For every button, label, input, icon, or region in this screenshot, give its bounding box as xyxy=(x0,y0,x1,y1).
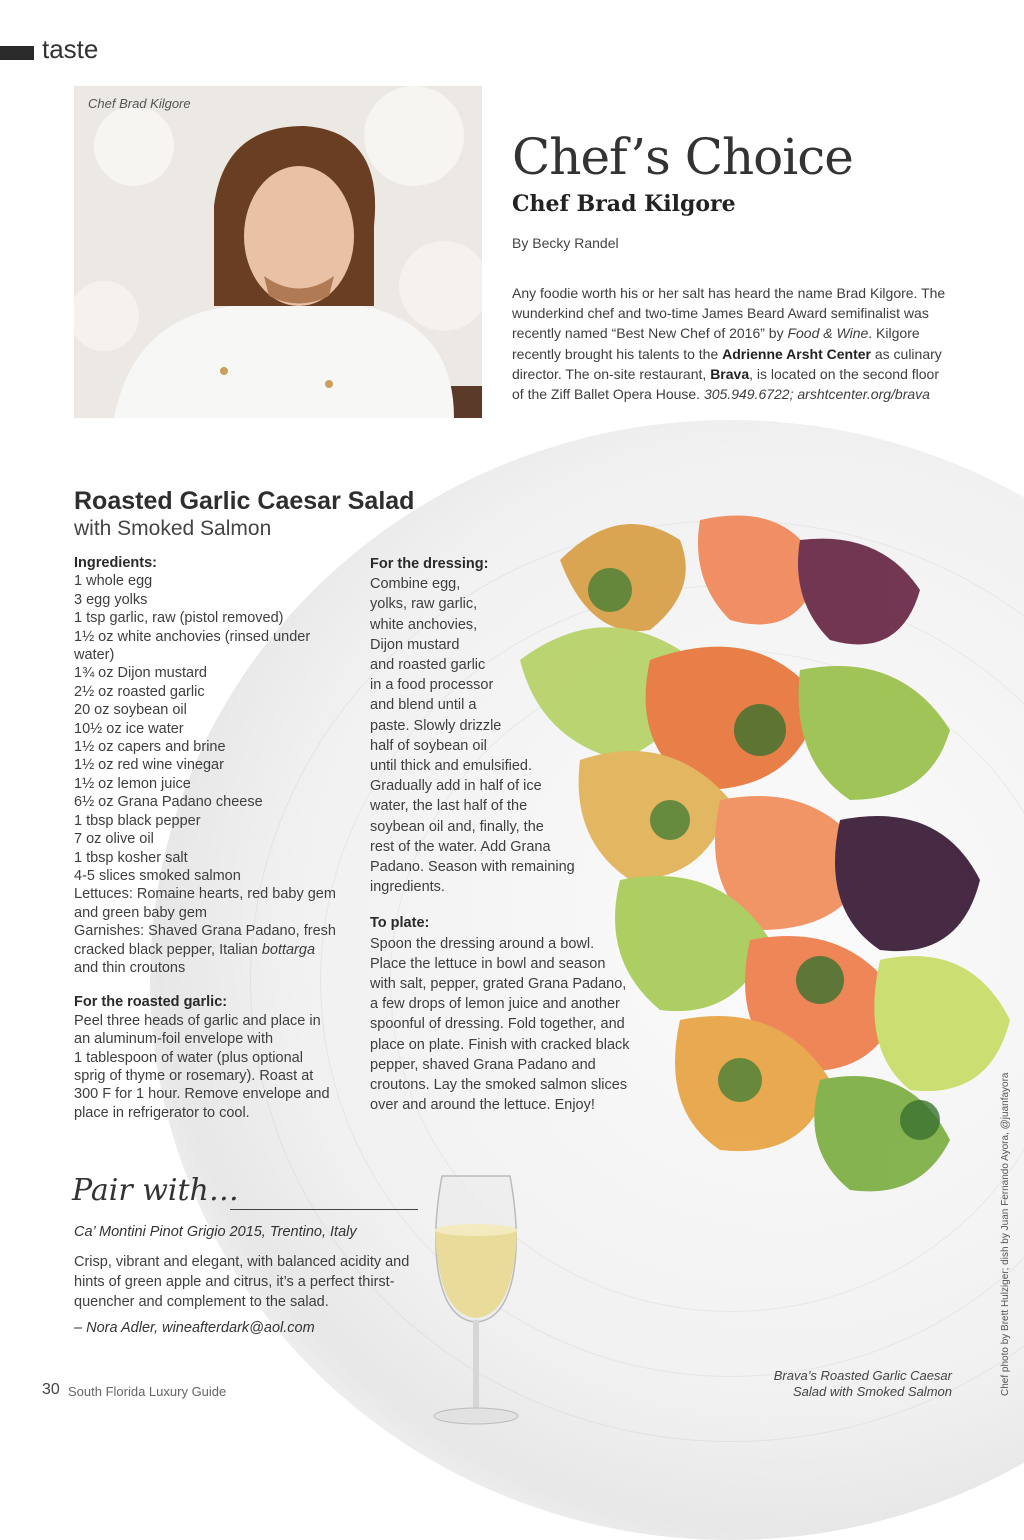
ingredient-item: Garnishes: Shaved Grana Padano, fresh xyxy=(74,923,336,940)
page-number: 30 xyxy=(42,1381,60,1398)
roasted-garlic-line: an aluminum-foil envelope with xyxy=(74,1031,274,1048)
roasted-garlic-line: sprig of thyme or rosemary). Roast at xyxy=(74,1067,314,1084)
dressing-line: Combine egg, xyxy=(370,576,461,593)
ingredient-item: 1 tbsp kosher salt xyxy=(74,849,188,866)
intro-magazine: Food & Wine xyxy=(787,325,869,342)
ingredient-item: and green baby gem xyxy=(74,904,208,921)
plate-line: a few drops of lemon juice and another xyxy=(370,996,620,1013)
intro-text: as culinary director. The on-site restaurant, xyxy=(512,345,942,382)
pairing-divider xyxy=(230,1209,418,1210)
ingredients-heading: Ingredients: xyxy=(74,555,157,571)
intro-text: . Kilgore recently brought his talents to the xyxy=(512,325,920,362)
ingredient-item: 10½ oz ice water xyxy=(74,720,184,737)
ingredient-item: 1 tbsp black pepper xyxy=(74,812,201,829)
ingredient-item: 7 oz olive oil xyxy=(74,831,154,848)
ingredient-item: 1½ oz capers and brine xyxy=(74,739,226,756)
ingredient-item: and thin croutons xyxy=(74,959,186,976)
ingredient-item: 1½ oz lemon juice xyxy=(74,775,191,792)
dressing-line: soybean oil and, finally, the xyxy=(370,818,544,835)
wine-name: Ca’ Montini Pinot Grigio 2015, Trentino, Italy xyxy=(74,1224,357,1240)
dish-caption-line: Salad with Smoked Salmon xyxy=(793,1384,952,1399)
plate-line: with salt, pepper, grated Grana Padano, xyxy=(370,976,627,993)
byline: By Becky Randel xyxy=(512,235,619,251)
roasted-garlic-line: 1 tablespoon of water (plus optional xyxy=(74,1049,303,1066)
section-label: taste xyxy=(42,34,99,64)
publication-name: South Florida Luxury Guide xyxy=(68,1384,227,1399)
plate-line: pepper, shaved Grana Padano and xyxy=(370,1056,596,1073)
wine-description: Crisp, vibrant and elegant, with balanced acidity and hints of green apple and citrus, it’s a perfect thirst-quencher and complement to the salad. xyxy=(74,1254,410,1311)
dressing-heading: For the dressing: xyxy=(370,556,489,572)
wine-credit: – Nora Adler, wineafterdark@aol.com xyxy=(74,1320,315,1336)
dish-caption-line: Brava’s Roasted Garlic Caesar xyxy=(773,1368,952,1383)
article-title: Chef’s Choice xyxy=(512,128,853,186)
dressing-line: until thick and emulsified. xyxy=(370,758,532,775)
contact-link[interactable]: 305.949.6722; arshtcenter.org/brava xyxy=(703,386,930,403)
plate-line: place on plate. Finish with cracked black xyxy=(370,1036,630,1053)
dressing-line: yolks, raw garlic, xyxy=(370,596,478,613)
dressing-line: and roasted garlic xyxy=(370,657,486,674)
roasted-garlic-line: 300 F for 1 hour. Remove envelope and xyxy=(74,1086,330,1103)
ingredient-italic: bottarga xyxy=(261,941,316,958)
ingredients-column xyxy=(74,554,364,1122)
dressing-line: and blend until a xyxy=(370,697,477,714)
intro-paragraph xyxy=(512,283,952,404)
ingredient-item: 2½ oz roasted garlic xyxy=(74,683,205,700)
plate-line: over and around the lettuce. Enjoy! xyxy=(370,1097,595,1114)
dressing-line: in a food processor xyxy=(370,677,494,694)
dressing-line: ingredients. xyxy=(370,879,445,896)
intro-text: , is located on the second floor of the Ziff Ballet Opera House. xyxy=(512,365,940,403)
recipe-title: Roasted Garlic Caesar Salad xyxy=(74,487,415,515)
dressing-line: Dijon mustard xyxy=(370,636,460,653)
ingredient-item: 6½ oz Grana Padano cheese xyxy=(74,794,263,811)
roasted-garlic-line: Peel three heads of garlic and place in xyxy=(74,1012,321,1029)
roasted-garlic-line: place in refrigerator to cool. xyxy=(74,1104,250,1121)
dressing-line: Padano. Season with remaining xyxy=(370,859,575,876)
ingredient-item: 1½ oz red wine vinegar xyxy=(74,757,224,774)
intro-venue: Adrienne Arsht Center xyxy=(722,345,871,362)
ingredient-item: 1½ oz white anchovies (rinsed under xyxy=(74,628,311,645)
chef-photo xyxy=(74,86,482,418)
plate-line: croutons. Lay the smoked salmon slices xyxy=(370,1077,628,1094)
intro-text: Any foodie worth his or her salt has heard the name Brad Kilgore. The wunderkind chef and two-time James Beard Award semifinalist was recently named “Best New Chef of 2016” by xyxy=(512,285,946,342)
ingredient-text: cracked black pepper, Italian xyxy=(74,941,262,958)
dressing-line: water, the last half of the xyxy=(370,798,528,815)
chef-photo-caption: Chef Brad Kilgore xyxy=(88,96,191,111)
section-marker xyxy=(0,46,34,60)
plate-line: Spoon the dressing around a bowl. xyxy=(370,935,595,952)
wine-glass-icon xyxy=(424,1170,528,1428)
dressing-line: half of soybean oil xyxy=(370,737,487,754)
ingredient-item: 1 whole egg xyxy=(74,573,153,590)
dish-caption xyxy=(732,1368,952,1400)
photo-credit: Chef photo by Brett Hulziger; dish by Juan Fernando Ayora, @juanfayora xyxy=(1000,1072,1011,1396)
article-subtitle: Chef Brad Kilgore xyxy=(512,191,736,217)
ingredient-item: 1 tsp garlic, raw (pistol removed) xyxy=(74,610,284,627)
method-column xyxy=(370,554,650,1115)
ingredient-item: 20 oz soybean oil xyxy=(74,702,187,719)
ingredient-item: Lettuces: Romaine hearts, red baby gem xyxy=(74,886,336,903)
dressing-line: Gradually add in half of ice xyxy=(370,778,542,795)
dressing-line: paste. Slowly drizzle xyxy=(370,717,502,734)
ingredient-item: water) xyxy=(74,647,115,664)
to-plate-heading: To plate: xyxy=(370,915,430,932)
plate-line: Place the lettuce in bowl and season xyxy=(370,955,606,972)
dressing-line: white anchovies, xyxy=(370,616,478,633)
roasted-garlic-heading: For the roasted garlic: xyxy=(74,994,228,1011)
plate-line: spoonful of dressing. Fold together, and xyxy=(370,1016,625,1033)
ingredient-item xyxy=(74,941,364,959)
dressing-line: rest of the water. Add Grana xyxy=(370,838,551,855)
ingredient-item: 1¾ oz Dijon mustard xyxy=(74,665,207,682)
ingredient-item: 4-5 slices smoked salmon xyxy=(74,867,241,884)
pairing-heading: Pair with… xyxy=(72,1173,239,1208)
recipe-subtitle: with Smoked Salmon xyxy=(74,517,272,540)
ingredient-item: 3 egg yolks xyxy=(74,591,148,608)
intro-restaurant: Brava xyxy=(710,365,750,382)
